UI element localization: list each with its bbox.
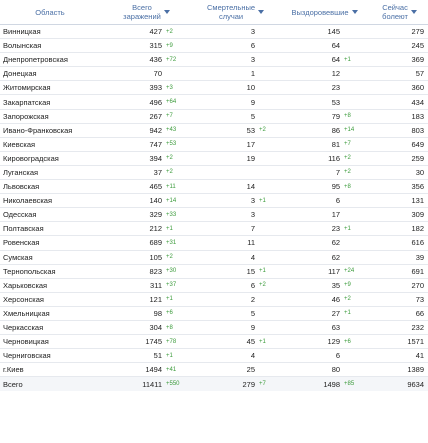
cell-active: 616	[371, 236, 428, 250]
cell-deaths-delta	[258, 208, 278, 222]
cell-cases: 212	[100, 222, 165, 236]
cell-region: Днепропетровская	[0, 53, 100, 67]
cell-cases-delta: +11	[165, 180, 193, 194]
cell-active: 9634	[371, 377, 428, 392]
cell-recovered-delta	[343, 363, 371, 377]
cell-cases-delta: +6	[165, 306, 193, 320]
cell-recovered-delta: +2	[343, 151, 371, 165]
cell-deaths: 15	[193, 264, 258, 278]
cell-recovered: 35	[278, 278, 343, 292]
column-header-cases-line1: Всего	[132, 3, 152, 12]
cell-deaths-delta	[258, 320, 278, 334]
cell-recovered-delta: +7	[343, 137, 371, 151]
cell-active: 41	[371, 349, 428, 363]
table-row	[0, 67, 428, 81]
table-row	[0, 208, 428, 222]
cell-region: Херсонская	[0, 292, 100, 306]
cell-cases: 11411	[100, 377, 165, 392]
cell-active: 245	[371, 39, 428, 53]
cell-region: Волынская	[0, 39, 100, 53]
cell-deaths-delta	[258, 67, 278, 81]
column-header-deaths[interactable]	[193, 0, 278, 25]
column-header-region[interactable]	[0, 0, 100, 25]
cell-deaths-delta	[258, 306, 278, 320]
cell-recovered-delta	[343, 208, 371, 222]
cell-active: 57	[371, 67, 428, 81]
cell-recovered: 6	[278, 349, 343, 363]
table-row	[0, 320, 428, 334]
table-row	[0, 264, 428, 278]
cell-cases-delta: +2	[165, 165, 193, 179]
cell-cases-delta: +31	[165, 236, 193, 250]
cell-deaths: 6	[193, 39, 258, 53]
cell-cases: 51	[100, 349, 165, 363]
cell-deaths: 6	[193, 278, 258, 292]
cell-cases: 823	[100, 264, 165, 278]
cell-deaths: 3	[193, 194, 258, 208]
column-header-active-line1: Сейчас	[382, 3, 408, 12]
cell-region: Харьковская	[0, 278, 100, 292]
cell-recovered: 95	[278, 180, 343, 194]
cell-recovered: 27	[278, 306, 343, 320]
cell-cases: 140	[100, 194, 165, 208]
cell-recovered: 53	[278, 95, 343, 109]
cell-recovered: 7	[278, 165, 343, 179]
table-row	[0, 165, 428, 179]
table-row	[0, 95, 428, 109]
cell-cases: 942	[100, 123, 165, 137]
cell-deaths: 279	[193, 377, 258, 392]
table-row	[0, 81, 428, 95]
cell-cases: 304	[100, 320, 165, 334]
table-row	[0, 222, 428, 236]
cell-deaths-delta: +2	[258, 278, 278, 292]
table-row	[0, 363, 428, 377]
cell-recovered-delta: +14	[343, 123, 371, 137]
cell-cases-delta: +1	[165, 349, 193, 363]
cell-deaths: 19	[193, 151, 258, 165]
table-row	[0, 137, 428, 151]
cell-cases-delta: +37	[165, 278, 193, 292]
cell-active: 182	[371, 222, 428, 236]
cell-region: Полтавская	[0, 222, 100, 236]
table-row	[0, 25, 428, 39]
cell-active: 39	[371, 250, 428, 264]
cell-cases-delta: +3	[165, 81, 193, 95]
column-header-cases[interactable]	[100, 0, 193, 25]
table-row	[0, 53, 428, 67]
cell-recovered: 64	[278, 53, 343, 67]
cell-active: 803	[371, 123, 428, 137]
cell-deaths: 9	[193, 320, 258, 334]
cell-active: 259	[371, 151, 428, 165]
cell-recovered-delta	[343, 194, 371, 208]
cell-recovered: 117	[278, 264, 343, 278]
cell-active: 279	[371, 25, 428, 39]
cell-deaths-delta	[258, 25, 278, 39]
cell-recovered: 80	[278, 363, 343, 377]
cell-recovered-delta	[343, 236, 371, 250]
cell-region: Черкасская	[0, 320, 100, 334]
cell-deaths: 25	[193, 363, 258, 377]
table-row	[0, 109, 428, 123]
table-row	[0, 306, 428, 320]
cell-deaths: 4	[193, 250, 258, 264]
table-row	[0, 39, 428, 53]
cell-region: Тернопольская	[0, 264, 100, 278]
cell-region: Черниговская	[0, 349, 100, 363]
cell-region: Ивано-Франковская	[0, 123, 100, 137]
cell-deaths-delta	[258, 53, 278, 67]
cell-recovered-delta: +2	[343, 165, 371, 179]
cell-recovered: 1498	[278, 377, 343, 392]
table-row	[0, 151, 428, 165]
cell-deaths: 53	[193, 123, 258, 137]
cell-cases: 1494	[100, 363, 165, 377]
cell-cases: 121	[100, 292, 165, 306]
cell-deaths-delta	[258, 109, 278, 123]
column-header-deaths-label	[207, 3, 255, 21]
cell-region: Запорожская	[0, 109, 100, 123]
cell-cases: 427	[100, 25, 165, 39]
cell-cases: 496	[100, 95, 165, 109]
column-header-cases-label	[123, 3, 161, 21]
cell-cases-delta: +72	[165, 53, 193, 67]
cell-deaths: 4	[193, 349, 258, 363]
sort-caret-icon	[352, 10, 358, 14]
cell-cases: 311	[100, 278, 165, 292]
cell-cases: 747	[100, 137, 165, 151]
cell-deaths-delta	[258, 292, 278, 306]
cell-deaths: 2	[193, 292, 258, 306]
cell-recovered: 81	[278, 137, 343, 151]
column-header-deaths-line2: случаи	[218, 12, 244, 21]
cell-region: Одесская	[0, 208, 100, 222]
cell-recovered: 17	[278, 208, 343, 222]
cell-active: 360	[371, 81, 428, 95]
cell-active: 66	[371, 306, 428, 320]
cell-cases-delta: +550	[165, 377, 193, 392]
cell-region: Житомирская	[0, 81, 100, 95]
cell-deaths-delta: +2	[258, 123, 278, 137]
cell-recovered: 6	[278, 194, 343, 208]
cell-recovered-delta: +9	[343, 278, 371, 292]
sort-caret-icon	[411, 10, 417, 14]
cell-deaths: 3	[193, 25, 258, 39]
cell-recovered: 46	[278, 292, 343, 306]
cell-deaths-delta	[258, 81, 278, 95]
cell-recovered-delta: +1	[343, 53, 371, 67]
cell-cases: 393	[100, 81, 165, 95]
cell-region: Кировоградская	[0, 151, 100, 165]
cell-recovered: 86	[278, 123, 343, 137]
sort-caret-icon	[164, 10, 170, 14]
table-row	[0, 123, 428, 137]
cell-cases-delta: +41	[165, 363, 193, 377]
cell-deaths-delta: +1	[258, 194, 278, 208]
cell-deaths: 10	[193, 81, 258, 95]
cell-deaths-delta	[258, 39, 278, 53]
cell-cases: 394	[100, 151, 165, 165]
cell-active: 649	[371, 137, 428, 151]
cell-cases: 329	[100, 208, 165, 222]
cell-recovered-delta: +1	[343, 306, 371, 320]
cell-recovered-delta	[343, 320, 371, 334]
table-row	[0, 180, 428, 194]
cell-deaths-delta	[258, 180, 278, 194]
cell-recovered-delta	[343, 25, 371, 39]
cell-cases: 465	[100, 180, 165, 194]
column-header-region-label: Область	[35, 7, 65, 17]
cell-region: Ровенская	[0, 236, 100, 250]
cell-region: Винницкая	[0, 25, 100, 39]
table-header-row	[0, 0, 428, 25]
table-total-row	[0, 377, 428, 392]
cell-cases-delta: +8	[165, 320, 193, 334]
cell-recovered-delta: +85	[343, 377, 371, 392]
column-header-recovered[interactable]	[278, 0, 371, 25]
cell-active: 30	[371, 165, 428, 179]
cell-deaths-delta: +1	[258, 335, 278, 349]
cell-cases: 315	[100, 39, 165, 53]
cell-active: 270	[371, 278, 428, 292]
cell-active: 434	[371, 95, 428, 109]
cell-active: 232	[371, 320, 428, 334]
cell-recovered: 145	[278, 25, 343, 39]
cell-active: 369	[371, 53, 428, 67]
cell-region: Хмельницкая	[0, 306, 100, 320]
cell-deaths: 5	[193, 306, 258, 320]
cell-cases: 37	[100, 165, 165, 179]
cell-cases-delta: +9	[165, 39, 193, 53]
cell-region: Николаевская	[0, 194, 100, 208]
table-row	[0, 278, 428, 292]
cell-cases-delta: +78	[165, 335, 193, 349]
table-row	[0, 250, 428, 264]
column-header-recovered-label: Выздоровевшие	[291, 7, 349, 17]
cell-cases-delta: +33	[165, 208, 193, 222]
cell-deaths-delta	[258, 349, 278, 363]
cell-deaths-delta	[258, 222, 278, 236]
cell-recovered-delta	[343, 67, 371, 81]
cell-deaths: 3	[193, 53, 258, 67]
cell-recovered-delta	[343, 39, 371, 53]
cell-recovered: 116	[278, 151, 343, 165]
cell-region: Черновицкая	[0, 335, 100, 349]
cell-deaths-delta	[258, 151, 278, 165]
cell-active: 131	[371, 194, 428, 208]
cell-cases: 105	[100, 250, 165, 264]
cell-recovered: 64	[278, 39, 343, 53]
cell-deaths: 1	[193, 67, 258, 81]
cell-recovered-delta	[343, 250, 371, 264]
cell-deaths: 11	[193, 236, 258, 250]
cell-active: 183	[371, 109, 428, 123]
column-header-active[interactable]	[371, 0, 428, 25]
cell-region: Луганская	[0, 165, 100, 179]
cell-deaths-delta	[258, 250, 278, 264]
table-row	[0, 349, 428, 363]
cell-recovered-delta: +8	[343, 109, 371, 123]
cell-recovered-delta: +8	[343, 180, 371, 194]
cell-cases: 267	[100, 109, 165, 123]
cell-cases-delta: +53	[165, 137, 193, 151]
column-header-cases-line2: заражений	[123, 12, 161, 21]
cell-recovered-delta: +24	[343, 264, 371, 278]
cell-cases: 436	[100, 53, 165, 67]
cell-recovered-delta: +1	[343, 222, 371, 236]
table-row	[0, 292, 428, 306]
column-header-active-line2: болеют	[382, 12, 408, 21]
cell-active: 1389	[371, 363, 428, 377]
cell-recovered: 23	[278, 222, 343, 236]
table-body	[0, 25, 428, 392]
cell-cases-delta: +64	[165, 95, 193, 109]
cell-deaths-delta	[258, 363, 278, 377]
cell-deaths: 7	[193, 222, 258, 236]
cell-cases-delta: +7	[165, 109, 193, 123]
cell-recovered: 63	[278, 320, 343, 334]
table-row	[0, 194, 428, 208]
cell-cases: 98	[100, 306, 165, 320]
cell-cases: 70	[100, 67, 165, 81]
cell-recovered-delta	[343, 81, 371, 95]
cell-active: 1571	[371, 335, 428, 349]
cell-recovered-delta: +6	[343, 335, 371, 349]
cell-deaths: 45	[193, 335, 258, 349]
cell-deaths: 17	[193, 137, 258, 151]
cell-cases-delta: +2	[165, 25, 193, 39]
cell-cases-delta: +43	[165, 123, 193, 137]
table-row	[0, 335, 428, 349]
cell-deaths: 9	[193, 95, 258, 109]
cell-deaths-delta	[258, 137, 278, 151]
cell-cases-delta: +14	[165, 194, 193, 208]
cell-deaths	[193, 165, 258, 179]
cell-deaths-delta	[258, 95, 278, 109]
table-row	[0, 236, 428, 250]
cell-region: Донецкая	[0, 67, 100, 81]
cell-region: Киевская	[0, 137, 100, 151]
cell-cases-delta: +2	[165, 250, 193, 264]
cell-active: 691	[371, 264, 428, 278]
cell-recovered: 62	[278, 236, 343, 250]
cell-region: Сумская	[0, 250, 100, 264]
cell-recovered: 129	[278, 335, 343, 349]
column-header-active-label	[382, 3, 408, 21]
cell-recovered: 62	[278, 250, 343, 264]
cell-deaths-delta	[258, 165, 278, 179]
cell-active: 356	[371, 180, 428, 194]
cell-deaths-delta: +1	[258, 264, 278, 278]
cell-recovered-delta	[343, 349, 371, 363]
cell-cases-delta: +1	[165, 222, 193, 236]
cell-cases-delta	[165, 67, 193, 81]
cell-cases-delta: +1	[165, 292, 193, 306]
sort-caret-icon	[258, 10, 264, 14]
cell-deaths: 3	[193, 208, 258, 222]
cell-recovered-delta: +2	[343, 292, 371, 306]
cell-active: 73	[371, 292, 428, 306]
cell-recovered: 79	[278, 109, 343, 123]
cell-active: 309	[371, 208, 428, 222]
cell-deaths: 14	[193, 180, 258, 194]
cell-region: Всего	[0, 377, 100, 392]
cell-cases-delta: +30	[165, 264, 193, 278]
cell-cases: 689	[100, 236, 165, 250]
column-header-deaths-line1: Смертельные	[207, 3, 256, 12]
cell-region: Львовская	[0, 180, 100, 194]
cell-deaths: 5	[193, 109, 258, 123]
cell-recovered-delta	[343, 95, 371, 109]
cell-recovered: 12	[278, 67, 343, 81]
cell-cases-delta: +2	[165, 151, 193, 165]
cell-region: Закарпатская	[0, 95, 100, 109]
cell-cases: 1745	[100, 335, 165, 349]
cell-region: г.Киев	[0, 363, 100, 377]
cell-recovered: 23	[278, 81, 343, 95]
cell-deaths-delta	[258, 236, 278, 250]
cell-deaths-delta: +7	[258, 377, 278, 392]
